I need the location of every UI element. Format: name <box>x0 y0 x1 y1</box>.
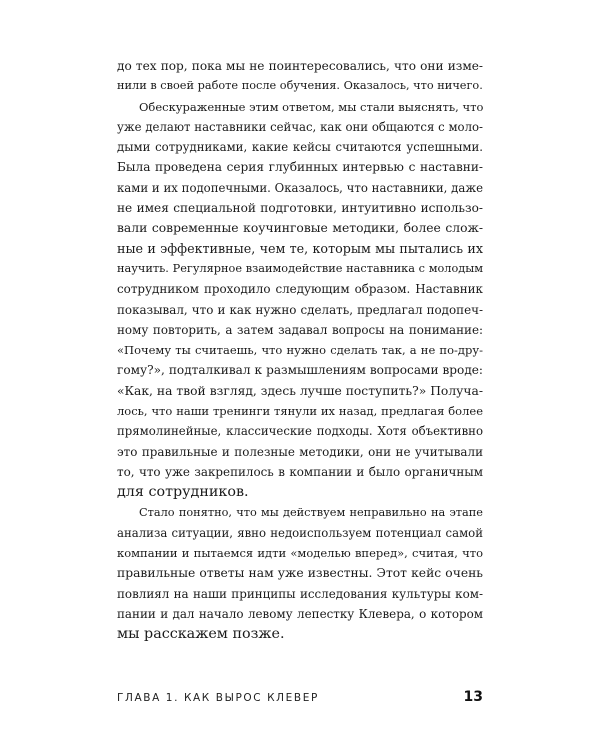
text-line: дыми сотрудниками, какие кейсы считаются успешными. <box>117 140 483 155</box>
page-body-text <box>117 56 483 645</box>
text-line: вали современные коучинговые методики, более слож- <box>117 221 483 236</box>
paragraph <box>117 503 483 645</box>
page-footer <box>117 689 483 709</box>
text-line: мы расскажем позже. <box>117 626 285 643</box>
text-line: правильные ответы нам уже известны. Этот кейс очень <box>117 566 483 581</box>
text-line: показывал, что и как нужно сделать, предлагал подопеч- <box>117 302 483 317</box>
text-line: до тех пор, пока мы не поинтересовались, что они изме- <box>117 59 483 73</box>
text-line: научить. Регулярное взаимодействие наставника с молодым <box>117 261 483 275</box>
paragraph <box>117 97 483 503</box>
text-line: повлиял на наши принципы исследования культуры ком- <box>117 586 483 601</box>
text-line: «Почему ты считаешь, что нужно сделать так, а не по-дру- <box>117 343 483 358</box>
text-line: «Как, на твой взгляд, здесь лучше поступить?» Получа- <box>117 383 483 398</box>
text-line: прямолинейные, классические подходы. Хотя объективно <box>117 424 483 439</box>
text-line: для сотрудников. <box>117 484 249 501</box>
text-line: уже делают наставники сейчас, как они общаются с моло- <box>117 119 483 134</box>
running-footer-chapter: ГЛАВА 1. КАК ВЫРОС КЛЕВЕР <box>117 692 319 704</box>
text-line: то, что уже закрепилось в компании и было органичным <box>117 464 483 479</box>
text-line: гому?», подталкивал к размышлениям вопросами вроде: <box>117 363 483 378</box>
text-line: Стало понятно, что мы действуем неправильно на этапе <box>139 505 483 519</box>
text-line: пании и дал начало левому лепестку Клевера, о котором <box>117 607 483 622</box>
text-line: сотрудником проходило следующим образом. Наставник <box>117 282 483 297</box>
text-line: нили в своей работе после обучения. Оказалось, что ничего. <box>117 79 483 93</box>
text-line: Обескураженные этим ответом, мы стали выяснять, что <box>139 99 484 114</box>
text-line: анализа ситуации, явно недоиспользуем потенциал самой <box>117 525 483 540</box>
text-line: Была проведена серия глубинных интервью с наставни- <box>117 160 483 175</box>
text-line: это правильные и полезные методики, они не учитывали <box>117 444 483 459</box>
text-line: компании и пытаемся идти «моделью вперед», считая, что <box>117 546 483 561</box>
text-line: лось, что наши тренинги тянули их назад, предлагая более <box>117 404 483 419</box>
text-line: не имея специальной подготовки, интуитивно использо- <box>117 201 483 216</box>
paragraph <box>117 56 483 97</box>
page-number: 13 <box>463 689 483 705</box>
text-line: ному повторить, а затем задавал вопросы на понимание: <box>117 322 483 337</box>
text-line: ные и эффективные, чем те, которым мы пытались их <box>117 240 483 256</box>
text-line: ками и их подопечными. Оказалось, что наставники, даже <box>117 180 483 195</box>
